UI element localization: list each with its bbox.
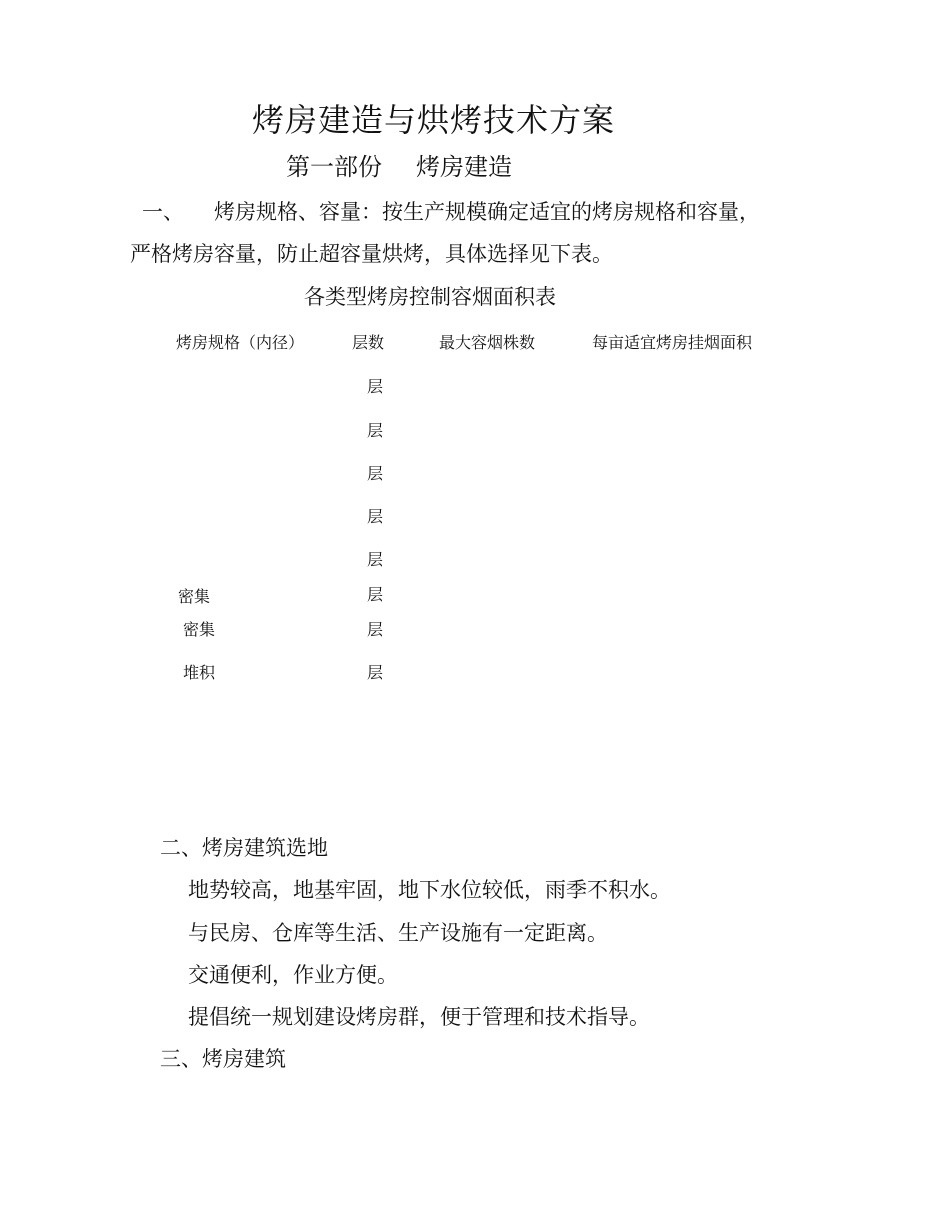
table-cell-layers: 层: [367, 377, 384, 396]
part-number: 第一部份: [286, 153, 382, 181]
document-title: 烤房建造与烘烤技术方案: [252, 101, 616, 139]
table-cell-spec: 密集: [183, 620, 216, 639]
table-cell-layers: 层: [367, 507, 384, 526]
section2-item: 与民房、仓库等生活、生产设施有一定距离。: [188, 921, 608, 945]
table-cell-spec: 堆积: [183, 663, 216, 682]
table-cell-layers: 层: [367, 585, 384, 604]
table-title: 各类型烤房控制容烟面积表: [304, 285, 556, 309]
table-header-spec: 烤房规格（内径）: [176, 333, 305, 352]
part-title: [286, 147, 512, 182]
section2-item: 地势较高，地基牢固，地下水位较低，雨季不积水。: [188, 878, 671, 902]
section1-text-line1: 烤房规格、容量：按生产规模确定适宜的烤房规格和容量，: [214, 200, 760, 224]
table-cell-layers: 层: [367, 663, 384, 682]
section2-item: 交通便利，作业方便。: [188, 963, 398, 987]
part-name: 烤房建造: [416, 153, 512, 181]
section2-item: 提倡统一规划建设烤房群，便于管理和技术指导。: [188, 1005, 650, 1029]
table-header-max-plants: 最大容烟株数: [439, 333, 536, 352]
section1-number: 一、: [142, 200, 184, 224]
table-header-layers: 层数: [352, 333, 385, 352]
table-header-area: 每亩适宜烤房挂烟面积: [592, 333, 753, 352]
table-cell-spec: 密集: [178, 587, 211, 606]
section2-heading: 二、烤房建筑选地: [160, 836, 328, 860]
table-cell-layers: 层: [367, 464, 384, 483]
section3-heading: 三、烤房建筑: [160, 1047, 286, 1071]
table-cell-layers: 层: [367, 550, 384, 569]
section1-text-line2: 严格烤房容量，防止超容量烘烤，具体选择见下表。: [130, 242, 613, 266]
table-cell-layers: 层: [367, 421, 384, 440]
table-cell-layers: 层: [367, 620, 384, 639]
